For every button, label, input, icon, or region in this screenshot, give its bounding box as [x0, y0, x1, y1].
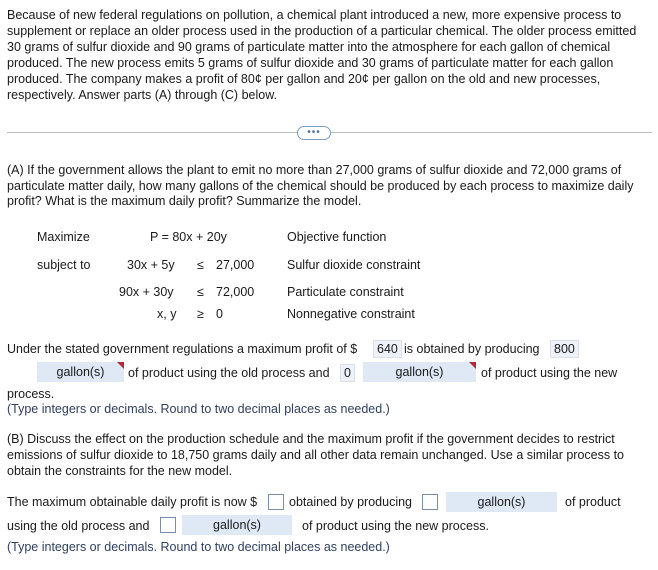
subject-to-label: subject to: [37, 258, 91, 272]
dropdown-marker-icon: [469, 362, 476, 369]
constraint1-op: ≤: [197, 258, 204, 272]
unit-dropdown-b2-label: gallon(s): [213, 518, 261, 532]
new-gallons-answer-input[interactable]: 0: [340, 364, 355, 382]
answer-b-line1a: The maximum obtainable daily profit is now $: [7, 495, 258, 509]
unit-dropdown-old[interactable]: [37, 362, 124, 382]
constraint3-rhs: 0: [216, 307, 223, 321]
answer-b-line1b: obtained by producing: [289, 495, 413, 509]
constraint1-lhs: 30x + 5y: [127, 258, 175, 272]
maximize-label: Maximize: [37, 230, 90, 244]
expand-more-button[interactable]: •••: [297, 126, 331, 140]
objective-desc: Objective function: [287, 230, 387, 244]
answer-a-text1: Under the stated government regulations a maximum profit of $: [7, 342, 358, 356]
old-gallons-answer-input[interactable]: 800: [550, 340, 579, 358]
problem-intro: Because of new federal regulations on pollution, a chemical plant introduced a new, more expensive process to supplement or replace an older process used in the production of a particular chemical. The older process emitted 30 grams of sulfur dioxide and 90 grams of particulate matter into the atmosphere for each gallon of chemical produced. The new process emits 5 grams of sulfur dioxide and 30 grams of particulate matter for each gallon produced. The company makes a profit of 80¢ per gallon and 20¢ per gallon on the old and new processes, respectively. Answer parts (A) through (C) below.: [7, 8, 637, 102]
answer-a-text4: of product using the new: [481, 366, 618, 380]
answer-a-text2: is obtained by producing: [404, 342, 540, 356]
constraint2-rhs: 72,000: [216, 285, 255, 299]
constraint3-desc: Nonnegative constraint: [287, 307, 415, 321]
unit-dropdown-b1-label: gallon(s): [477, 495, 526, 509]
unit-dropdown-new[interactable]: [363, 362, 476, 382]
constraint2-op: ≤: [197, 285, 204, 299]
constraint1-desc: Sulfur dioxide constraint: [287, 258, 421, 272]
constraint3-op: ≥: [197, 307, 204, 321]
part-b-hint: (Type integers or decimals. Round to two decimal places as needed.): [7, 540, 390, 554]
answer-a-text5: process.: [7, 387, 55, 401]
part-b-question: (B) Discuss the effect on the production schedule and the maximum profit if the government decides to restrict emissions of sulfur dioxide to 18,750 grams daily and all other data remain unchanged. Use a similar process to obtain the constraints for the new model.: [7, 432, 624, 478]
answer-a-text3: of product using the old process and: [128, 366, 330, 380]
dropdown-marker-icon: [117, 362, 124, 369]
constraint1-rhs: 27,000: [216, 258, 255, 272]
unit-dropdown-new-label: gallon(s): [395, 365, 444, 379]
objective-function: P = 80x + 20y: [150, 230, 227, 244]
constraint2-lhs: 90x + 30y: [119, 285, 174, 299]
unit-dropdown-b2[interactable]: [182, 515, 292, 535]
answer-b-line1c: of product: [565, 495, 621, 509]
unit-dropdown-b1[interactable]: [446, 492, 557, 512]
new-gallons-b-input[interactable]: [160, 517, 176, 533]
profit-b-input[interactable]: [268, 494, 284, 510]
constraint3-lhs: x, y: [157, 307, 177, 321]
constraint2-desc: Particulate constraint: [287, 285, 404, 299]
answer-b-line2b: of product using the new process.: [302, 519, 489, 533]
profit-answer-input[interactable]: 640: [373, 340, 402, 358]
answer-b-line2a: using the old process and: [7, 519, 150, 533]
unit-dropdown-old-label: gallon(s): [56, 365, 105, 379]
part-a-question: (A) If the government allows the plant to emit no more than 27,000 grams of sulfur dioxide and 72,000 grams of particulate matter daily, how many gallons of the chemical should be produced by each process to maximize daily profit? What is the maximum daily profit? Summarize the model.: [7, 163, 634, 208]
old-gallons-b-input[interactable]: [422, 494, 438, 510]
part-a-hint: (Type integers or decimals. Round to two decimal places as needed.): [7, 402, 390, 416]
